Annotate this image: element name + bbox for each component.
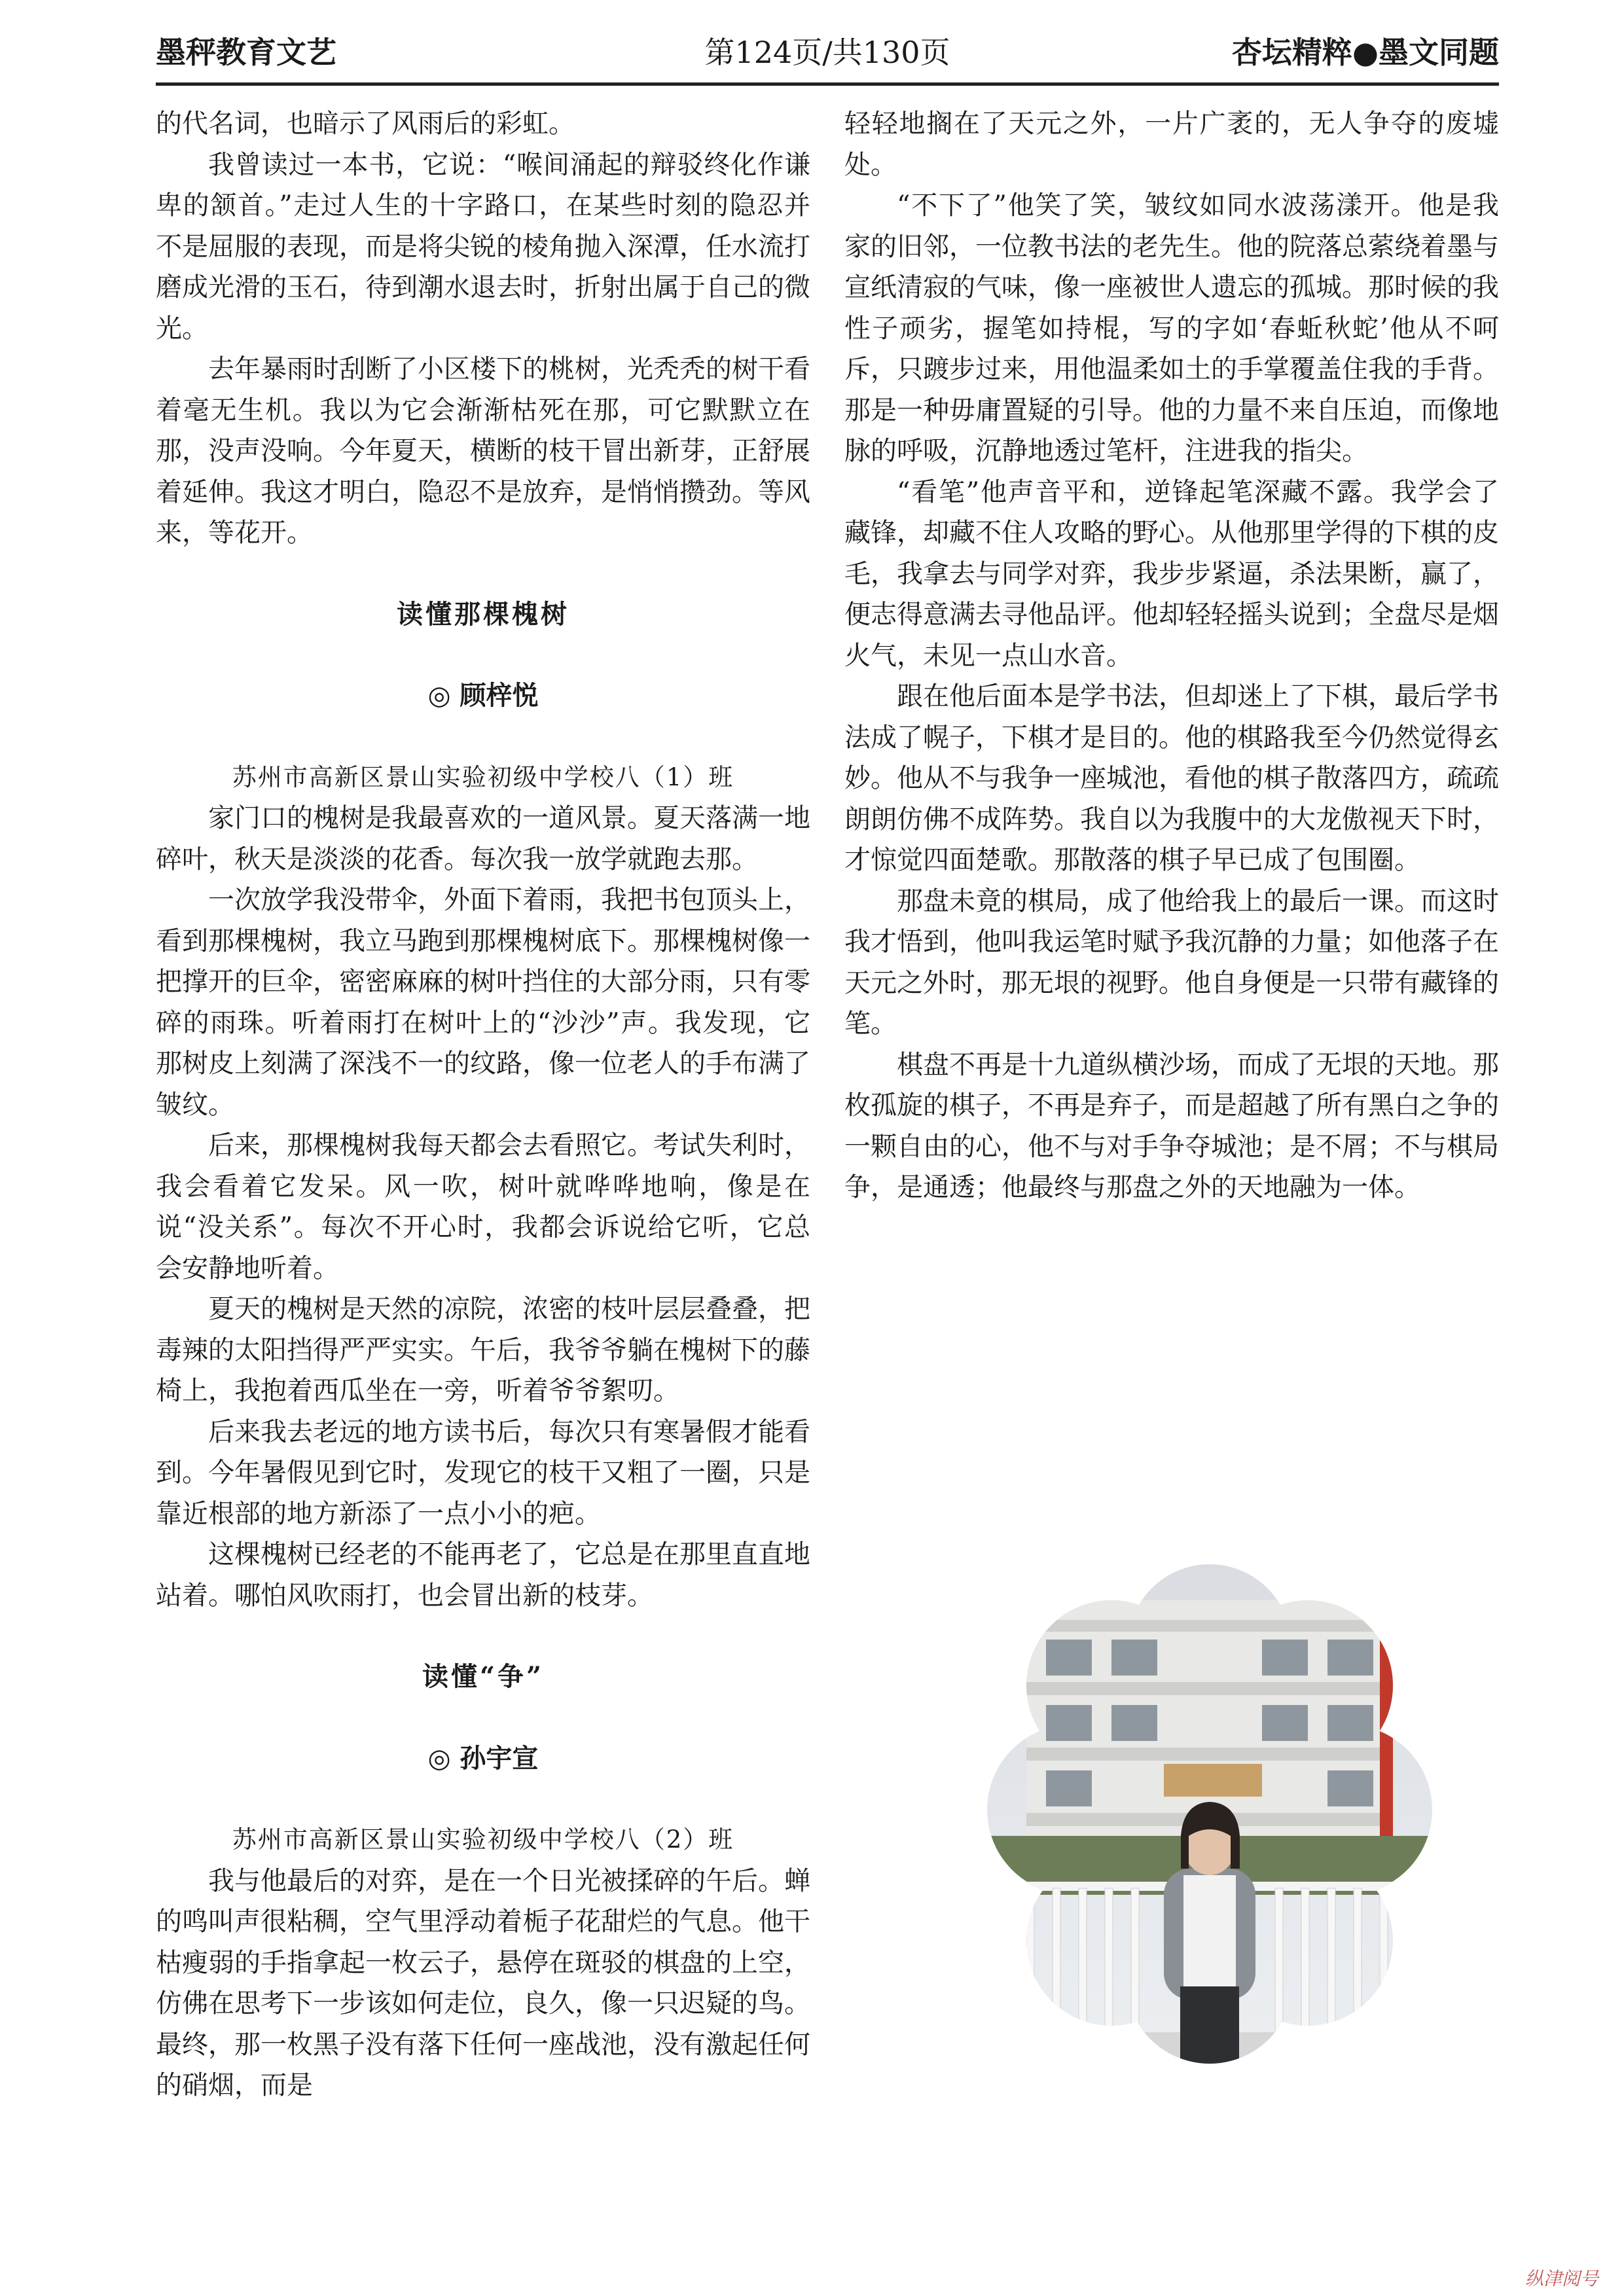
magazine-name: 墨秤教育文艺 [156,35,336,70]
article-paragraph: 这棵槐树已经老的不能再老了，它总是在那里直直地站着。哪怕风吹雨打，也会冒出新的枝芽。 [156,1539,810,1611]
right-column [844,103,1499,1208]
section-name: 杏坛精粹●墨文同题 [1231,35,1499,70]
article-author: ◎ 孙宇宣 [427,1742,539,1774]
watermark: 纵津阅号 [1525,2268,1599,2289]
author-photo [987,1561,1432,2065]
article-paragraph: 跟在他后面本是学书法，但却迷上了下棋，最后学书法成了幌子，下棋才是目的。他的棋路我至今仍然觉得玄妙。他从不与我争一座城池，看他的棋子散落四方，疏疏朗朗仿佛不成阵势。我自以为我腹中的大龙傲视天下时，才惊觉四面楚歌。那散落的棋子早已成了包围圈。 [844,681,1499,875]
article-paragraph: 家门口的槐树是我最喜欢的一道风景。夏天落满一地碎叶，秋天是淡淡的花香。每次我一放学就跑去那。 [156,803,810,874]
article-paragraph: “不下了”他笑了笑，皱纹如同水波荡漾开。他是我家的旧邻，一位教书法的老先生。他的院落总萦绕着墨与宣纸清寂的气味，像一座被世人遗忘的孤城。那时候的我性子顽劣，握笔如持棍，写的字如‘春蚯秋蛇’他从不呵斥，只踱步过来，用他温柔如土的手掌覆盖住我的手背。那是一种毋庸置疑的引导。他的力量不来自压迫，而像地脉的呼吸，沉静地透过笔杆，注进我的指尖。 [844,190,1499,466]
page-number: 第124页/共130页 [704,35,950,70]
intro-paragraph: 我曾读过一本书，它说：“喉间涌起的辩驳终化作谦卑的颔首。”走过人生的十字路口，在某些时刻的隐忍并不是屈服的表现，而是将尖锐的棱角抛入深潭，任水流打磨成光滑的玉石，待到潮水退去时，折射出属于自己的微光。 [156,149,810,344]
article-author: ◎ 顾梓悦 [427,680,539,711]
intro-paragraph: 去年暴雨时刮断了小区楼下的桃树，光秃秃的树干看着毫无生机。我以为它会渐渐枯死在那，可它默默立在那，没声没响。今年夏天，横断的枝干冒出新芽，正舒展着延伸。我这才明白，隐忍不是放弃，是悄悄攒劲。等风来，等花开。 [156,354,810,548]
article-paragraph: 夏天的槐树是天然的凉院，浓密的枝叶层层叠叠，把毒辣的太阳挡得严严实实。午后，我爷爷躺在槐树下的藤椅上，我抱着西瓜坐在一旁，听着爷爷絮叨。 [156,1294,810,1406]
intro-paragraph: 的代名词，也暗示了风雨后的彩虹。 [156,109,575,139]
article-paragraph: 一次放学我没带伞，外面下着雨，我把书包顶头上，看到那棵槐树，我立马跑到那棵槐树底下。那棵槐树像一把撑开的巨伞，密密麻麻的树叶挡住的大部分雨，只有零碎的雨珠。听着雨打在树叶上的“沙沙”声。我发现，它那树皮上刻满了深浅不一的纹路，像一位老人的手布满了皱纹。 [156,885,810,1120]
article-school: 苏州市高新区景山实验初级中学校八（2）班 [232,1825,734,1854]
article-paragraph: 后来我去老远的地方读书后，每次只有寒暑假才能看到。今年暑假见到它时，发现它的枝干又粗了一圈，只是靠近根部的地方新添了一点小小的疤。 [156,1416,810,1529]
article-paragraph: 后来，那棵槐树我每天都会去看照它。考试失利时，我会看着它发呆。风一吹，树叶就哗哗地响，像是在说“没关系”。每次不开心时，我都会诉说给它听，它总会安静地听着。 [156,1130,810,1283]
article-title: 读懂“争” [422,1661,544,1692]
article-title: 读懂那棵槐树 [397,598,569,630]
article-paragraph: “看笔”他声音平和，逆锋起笔深藏不露。我学会了藏锋，却藏不住人攻略的野心。从他那里学得的下棋的皮毛，我拿去与同学对弈，我步步紧逼，杀法果断，赢了，便志得意满去寻他品评。他却轻轻摇头说到；全盘尽是烟火气，未见一点山水音。 [844,476,1499,671]
article-paragraph: 我与他最后的对弈，是在一个日光被揉碎的午后。蝉的鸣叫声很粘稠，空气里浮动着栀子花甜烂的气息。他干枯瘦弱的手指拿起一枚云子，悬停在斑驳的棋盘的上空，仿佛在思考下一步该如何走位，良久，像一只迟疑的鸟。最终，那一枚黑子没有落下任何一座战池，没有激起任何的硝烟，而是 [156,1865,810,2100]
page-header [156,26,1499,86]
article-paragraph: 轻轻地搁在了天元之外，一片广袤的，无人争夺的废墟处。 [844,109,1499,180]
left-column [156,103,810,2106]
article-paragraph: 棋盘不再是十九道纵横沙场，而成了无垠的天地。那枚孤旋的棋子，不再是弃子，而是超越了所有黑白之争的一颗自由的心，他不与对手争夺城池；是不屑；不与棋局争，是通透；他最终与那盘之外的天地融为一体。 [844,1049,1499,1202]
article-paragraph: 那盘未竟的棋局，成了他给我上的最后一课。而这时我才悟到，他叫我运笔时赋予我沉静的力量；如他落子在天元之外时，那无垠的视野。他自身便是一只带有藏锋的笔。 [844,886,1499,1039]
article-school: 苏州市高新区景山实验初级中学校八（1）班 [232,762,734,791]
